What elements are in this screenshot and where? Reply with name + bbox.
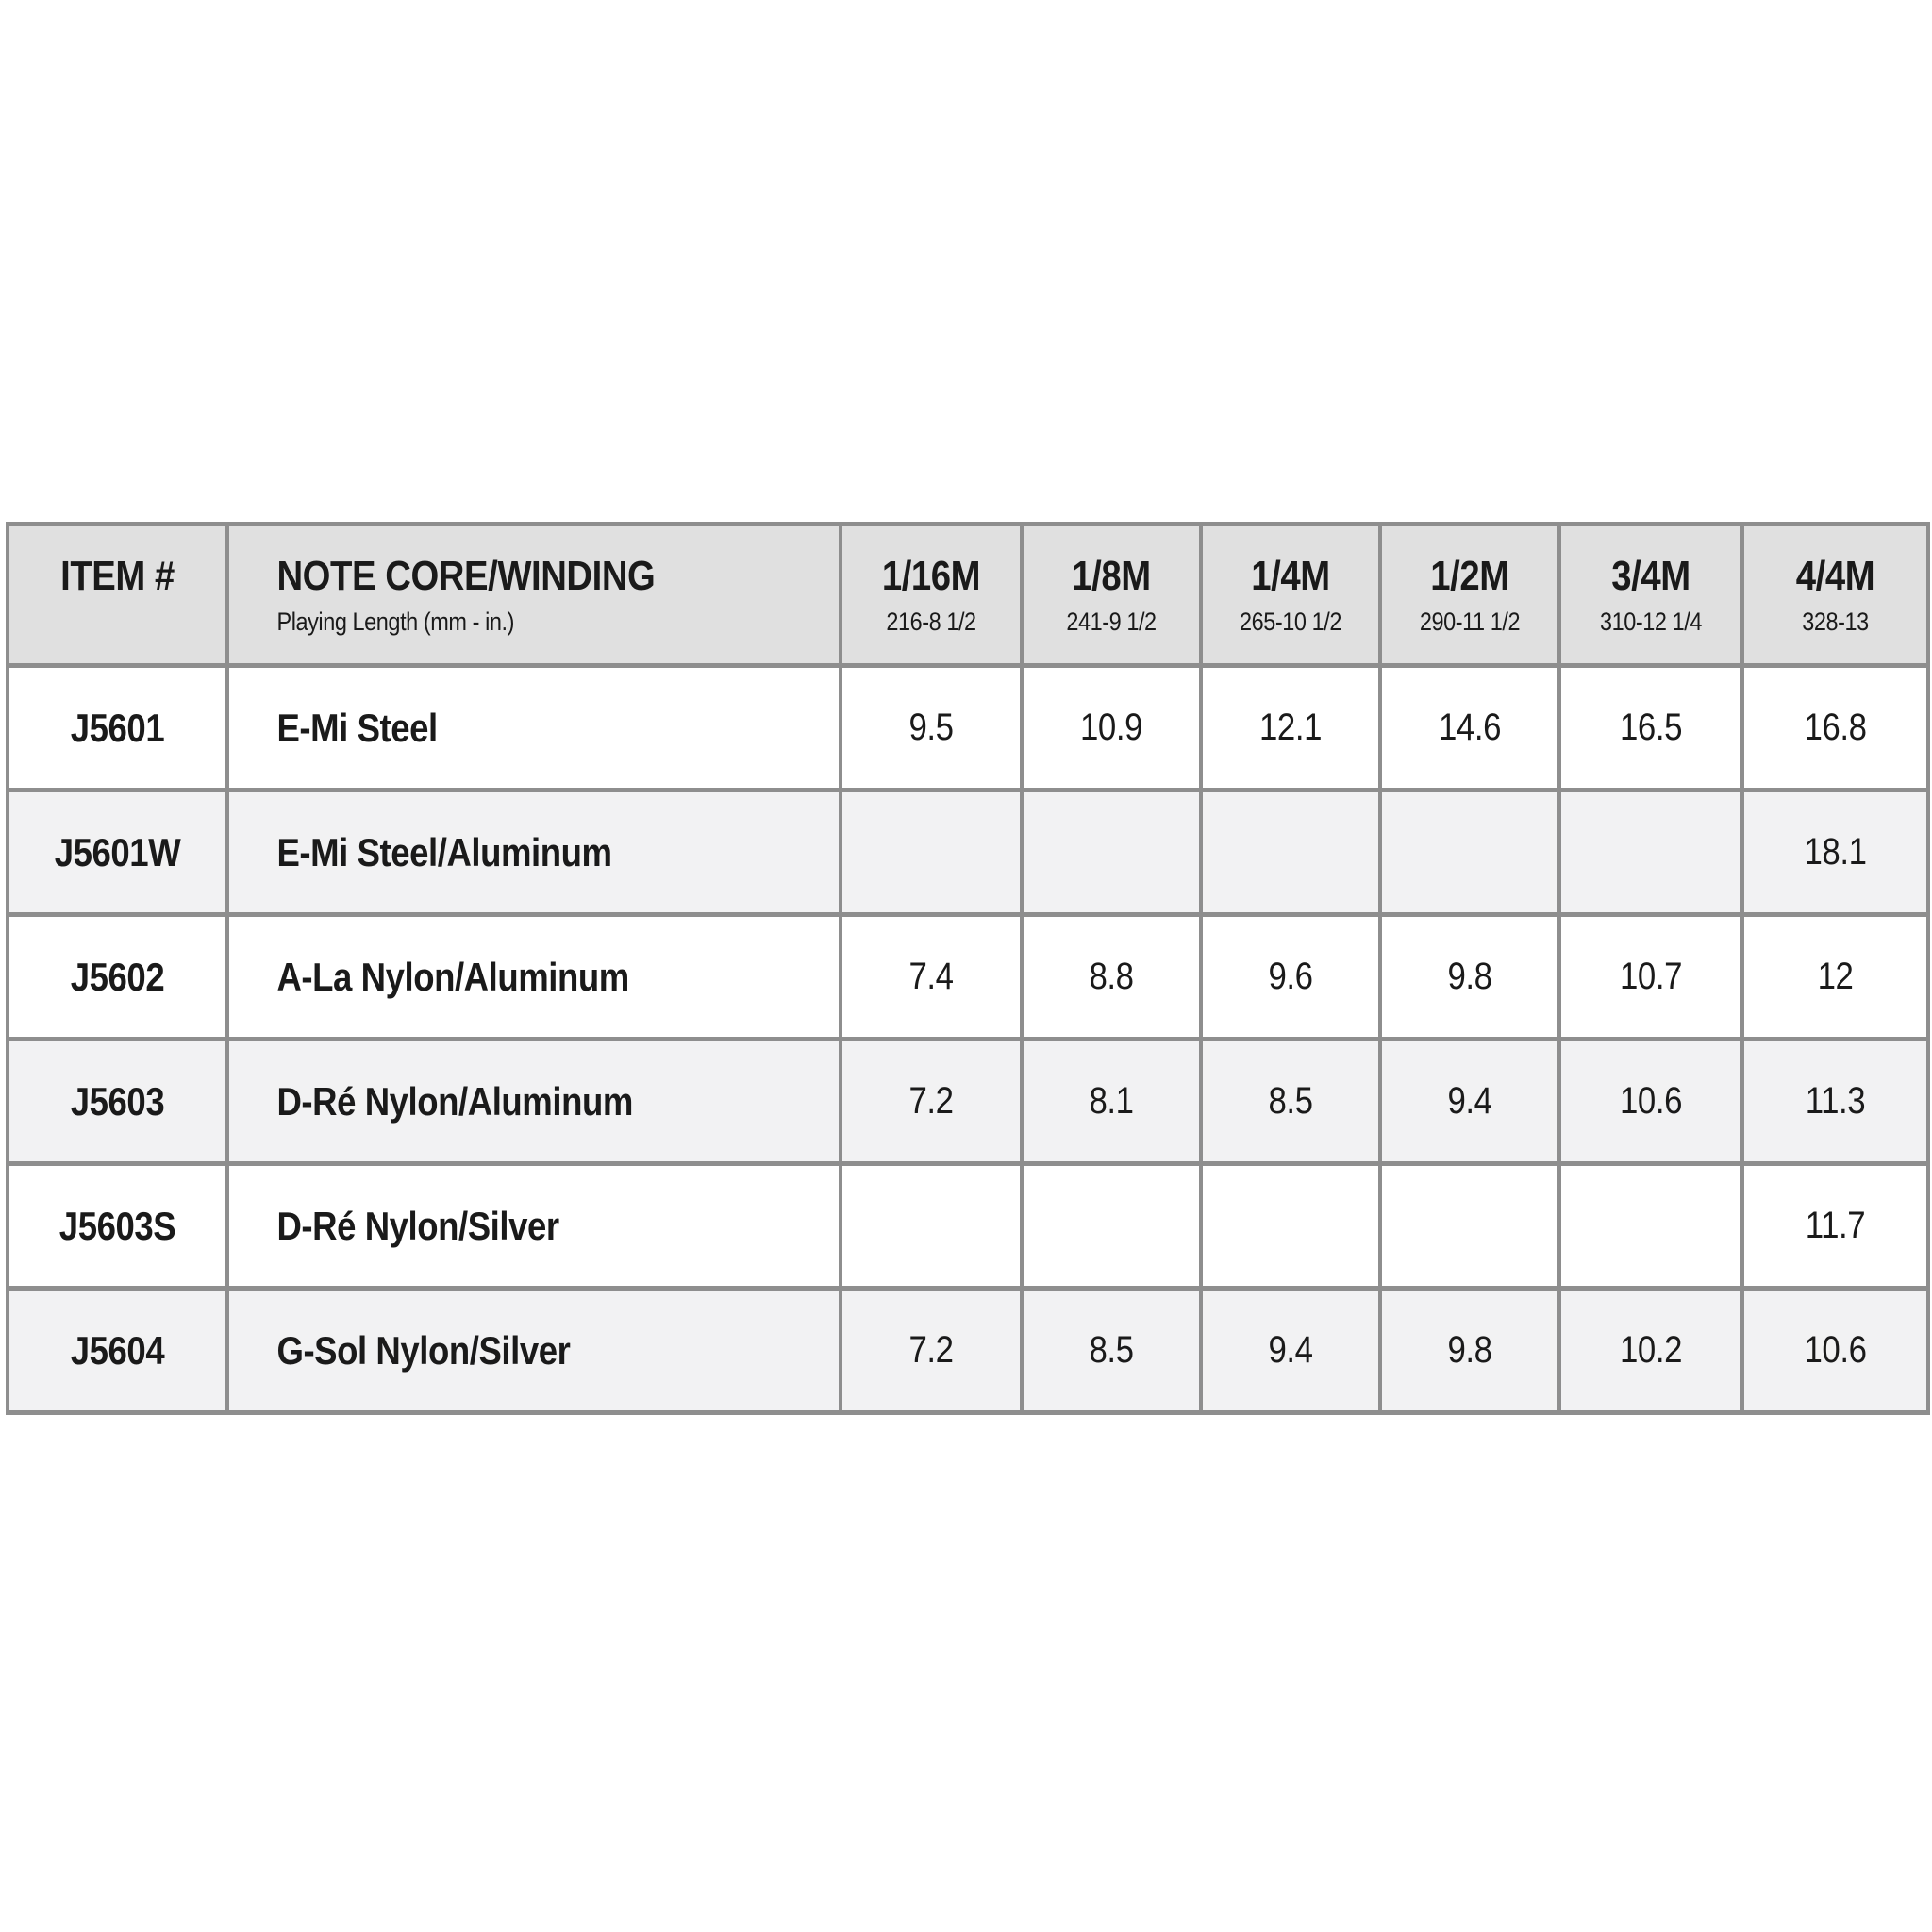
col-header-label: 1/8M <box>1072 552 1151 599</box>
note-core-winding-cell: E-Mi Steel/Aluminum <box>227 791 841 915</box>
tension-value-cell: 9.6 <box>1201 915 1380 1040</box>
col-header-note-core-winding <box>227 525 841 666</box>
tension-value-cell: 16.5 <box>1559 666 1742 791</box>
tension-value-cell: 12 <box>1742 915 1928 1040</box>
tension-value-cell: 18.1 <box>1742 791 1928 915</box>
header-row <box>8 525 1928 666</box>
col-header-label: ITEM # <box>60 552 175 599</box>
tension-value-cell <box>1559 791 1742 915</box>
table-row <box>8 791 1928 915</box>
tension-value-cell: 10.7 <box>1559 915 1742 1040</box>
tension-value-cell: 8.5 <box>1201 1040 1380 1164</box>
col-header-label: 3/4M <box>1611 552 1690 599</box>
item-number-cell: J5603 <box>8 1040 227 1164</box>
item-number-cell: J5601W <box>8 791 227 915</box>
table-row <box>8 1040 1928 1164</box>
tension-value-cell: 16.8 <box>1742 666 1928 791</box>
col-header-sublabel <box>24 603 211 641</box>
col-header-size-1-8m <box>1022 525 1201 666</box>
item-number-cell: J5604 <box>8 1289 227 1413</box>
tension-value-cell <box>1380 791 1559 915</box>
col-header-label: 1/4M <box>1251 552 1330 599</box>
tension-value-cell: 11.3 <box>1742 1040 1928 1164</box>
tension-value-cell: 9.5 <box>841 666 1022 791</box>
tension-value-cell: 10.6 <box>1742 1289 1928 1413</box>
note-core-winding-cell: E-Mi Steel <box>227 666 841 791</box>
tension-value-cell <box>1022 791 1201 915</box>
tension-value-cell <box>841 791 1022 915</box>
tension-value-cell: 9.8 <box>1380 1289 1559 1413</box>
col-header-sublabel: 290-11 1/2 <box>1419 607 1521 636</box>
note-core-winding-cell: A-La Nylon/Aluminum <box>227 915 841 1040</box>
table-header <box>8 525 1928 666</box>
table-body <box>8 666 1928 1413</box>
col-header-size-1-2m <box>1380 525 1559 666</box>
tension-value-cell: 8.1 <box>1022 1040 1201 1164</box>
col-header-sublabel: 216-8 1/2 <box>886 607 976 636</box>
item-number-cell: J5603S <box>8 1164 227 1289</box>
col-header-item-number <box>8 525 227 666</box>
table-row <box>8 1164 1928 1289</box>
string-spec-table <box>6 522 1930 1415</box>
note-core-winding-cell: D-Ré Nylon/Silver <box>227 1164 841 1289</box>
tension-value-cell: 8.8 <box>1022 915 1201 1040</box>
col-header-sublabel: 265-10 1/2 <box>1240 607 1341 636</box>
tension-value-cell: 10.2 <box>1559 1289 1742 1413</box>
tension-value-cell <box>1559 1164 1742 1289</box>
tension-value-cell <box>1022 1164 1201 1289</box>
note-core-winding-cell: G-Sol Nylon/Silver <box>227 1289 841 1413</box>
note-core-winding-cell: D-Ré Nylon/Aluminum <box>227 1040 841 1164</box>
tension-value-cell: 12.1 <box>1201 666 1380 791</box>
tension-value-cell <box>1380 1164 1559 1289</box>
item-number-cell: J5601 <box>8 666 227 791</box>
tension-value-cell: 14.6 <box>1380 666 1559 791</box>
tension-value-cell: 9.4 <box>1201 1289 1380 1413</box>
tension-value-cell: 9.4 <box>1380 1040 1559 1164</box>
col-header-sublabel: Playing Length (mm - in.) <box>276 607 514 636</box>
tension-value-cell: 7.4 <box>841 915 1022 1040</box>
tension-value-cell: 10.6 <box>1559 1040 1742 1164</box>
col-header-label: 1/2M <box>1430 552 1509 599</box>
col-header-size-4-4m <box>1742 525 1928 666</box>
col-header-sublabel: 310-12 1/4 <box>1600 607 1702 636</box>
col-header-label: 4/4M <box>1795 552 1875 599</box>
tension-value-cell: 11.7 <box>1742 1164 1928 1289</box>
table-row <box>8 1289 1928 1413</box>
tension-value-cell <box>1201 1164 1380 1289</box>
tension-value-cell <box>841 1164 1022 1289</box>
col-header-size-1-16m <box>841 525 1022 666</box>
table-row <box>8 915 1928 1040</box>
tension-value-cell: 7.2 <box>841 1289 1022 1413</box>
col-header-label: NOTE CORE/WINDING <box>276 552 656 599</box>
col-header-sublabel: 328-13 <box>1802 607 1869 636</box>
tension-value-cell: 7.2 <box>841 1040 1022 1164</box>
table-row <box>8 666 1928 791</box>
col-header-sublabel: 241-9 1/2 <box>1066 607 1157 636</box>
col-header-size-1-4m <box>1201 525 1380 666</box>
item-number-cell: J5602 <box>8 915 227 1040</box>
col-header-label: 1/16M <box>881 552 981 599</box>
tension-value-cell: 8.5 <box>1022 1289 1201 1413</box>
tension-value-cell: 10.9 <box>1022 666 1201 791</box>
col-header-size-3-4m <box>1559 525 1742 666</box>
tension-value-cell <box>1201 791 1380 915</box>
tension-value-cell: 9.8 <box>1380 915 1559 1040</box>
